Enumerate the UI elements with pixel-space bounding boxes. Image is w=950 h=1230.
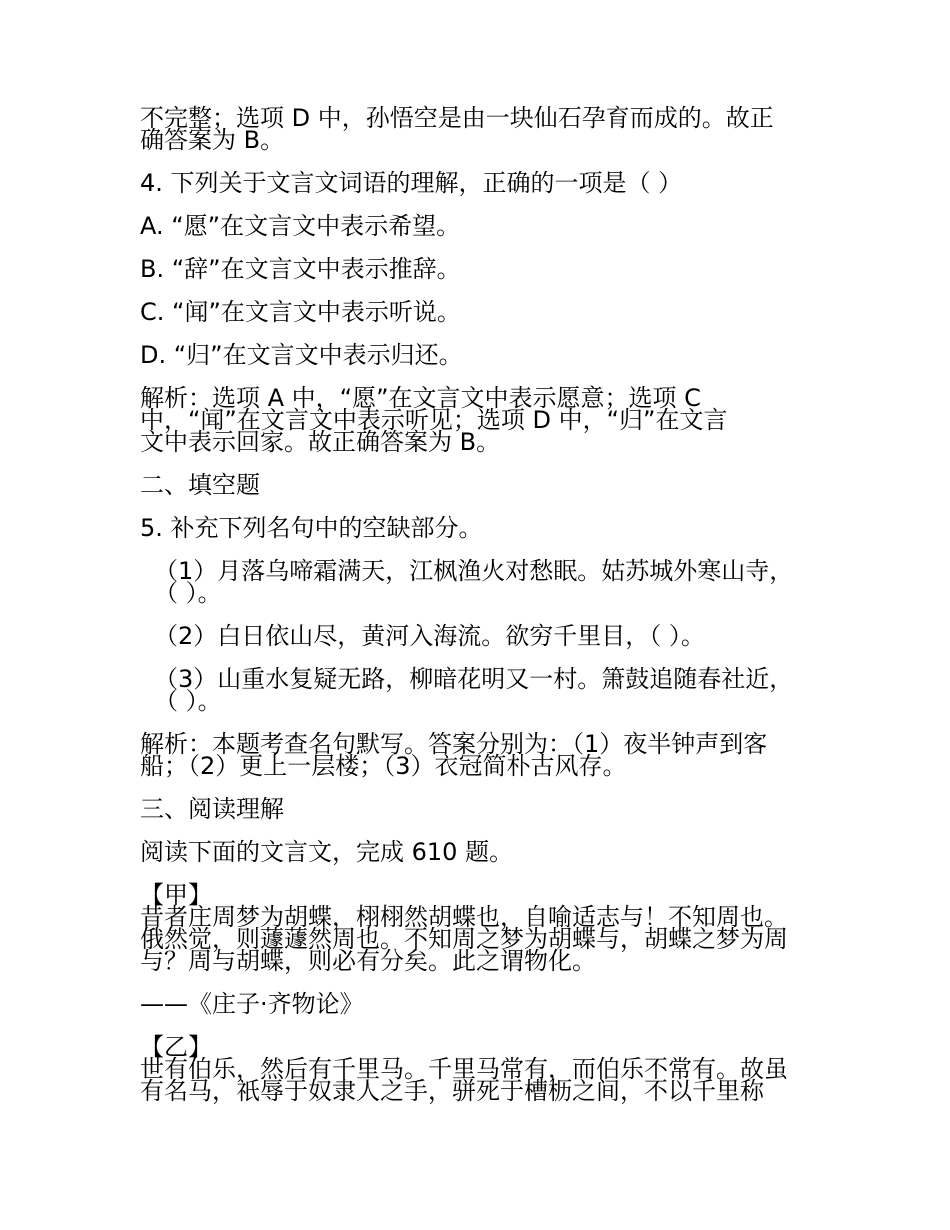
fill-item-2 (140, 622, 820, 650)
text-line: 有名马，祇辱于奴隶人之手，骈死于槽枥之间，不以千里称 (140, 1077, 764, 1105)
text-line: 与？周与胡蝶，则必有分矣。此之谓物化。 (140, 947, 596, 975)
text-line: ——《庄子·齐物论》 (140, 990, 364, 1018)
reading-intro (140, 838, 820, 866)
question-5-analysis (140, 730, 820, 780)
text-line: （2）白日依山尽，黄河入海流。欲穷千里目，（ ）。 (154, 622, 705, 650)
option-c (140, 298, 820, 326)
passage-label: 【甲】 (140, 881, 212, 909)
passage-label: 【乙】 (140, 1033, 212, 1061)
text-line: （3）山重水复疑无路，柳暗花明又一村。箫鼓追随春社近， (154, 665, 794, 693)
text-line: 中，“闻”在文言文中表示听见；选项 D 中，“归”在文言 (140, 406, 728, 434)
passage-jia-source (140, 990, 820, 1018)
text-line: （ ）。 (154, 579, 222, 607)
question-4-stem (140, 169, 820, 197)
text-line: 俄然觉，则蘧蘧然周也。不知周之梦为胡蝶与，胡蝶之梦为周 (140, 925, 788, 953)
passage-jia (140, 881, 820, 975)
text-line: （ ）。 (154, 687, 222, 715)
text-line: 世有伯乐，然后有千里马。千里马常有，而伯乐不常有。故虽 (140, 1055, 788, 1083)
text-line: A. “愿”在文言文中表示希望。 (140, 212, 461, 240)
question-5-stem (140, 514, 820, 542)
text-line: 解析：本题考查名句默写。答案分别为：（1）夜半钟声到客 (140, 730, 768, 758)
text-line: 三、阅读理解 (140, 795, 284, 823)
text-line: 5. 补充下列名句中的空缺部分。 (140, 514, 483, 542)
fill-item-1 (140, 557, 820, 607)
text-line: C. “闻”在文言文中表示听说。 (140, 298, 461, 326)
text-line: 解析：选项 A 中，“愿”在文言文中表示愿意；选项 C (140, 384, 701, 412)
text-line: 二、填空题 (140, 471, 260, 499)
passage-yi (140, 1033, 820, 1105)
text-line: D. “归”在文言文中表示归还。 (140, 341, 463, 369)
q3-analysis-continuation (140, 104, 820, 154)
section-heading-reading (140, 795, 820, 823)
text-line: B. “辞”在文言文中表示推辞。 (140, 255, 461, 283)
document-page (140, 104, 820, 1123)
text-line: （1）月落乌啼霜满天，江枫渔火对愁眠。姑苏城外寒山寺， (154, 557, 794, 585)
fill-item-3 (140, 665, 820, 715)
option-d (140, 341, 820, 369)
option-b (140, 255, 820, 283)
text-line: 确答案为 B。 (140, 126, 285, 154)
text-line: 4. 下列关于文言文词语的理解，正确的一项是（ ） (140, 169, 683, 197)
text-line: 昔者庄周梦为胡蝶，栩栩然胡蝶也，自喻适志与！不知周也。 (140, 903, 788, 931)
text-line: 不完整；选项 D 中，孙悟空是由一块仙石孕育而成的。故正 (140, 104, 774, 132)
text-line: 阅读下面的文言文，完成 610 题。 (140, 838, 514, 866)
text-line: 文中表示回家。故正确答案为 B。 (140, 428, 501, 456)
text-line: 船；（2）更上一层楼；（3）衣冠简朴古风存。 (140, 752, 627, 780)
question-4-analysis (140, 384, 820, 456)
option-a (140, 212, 820, 240)
section-heading-fill-in (140, 471, 820, 499)
